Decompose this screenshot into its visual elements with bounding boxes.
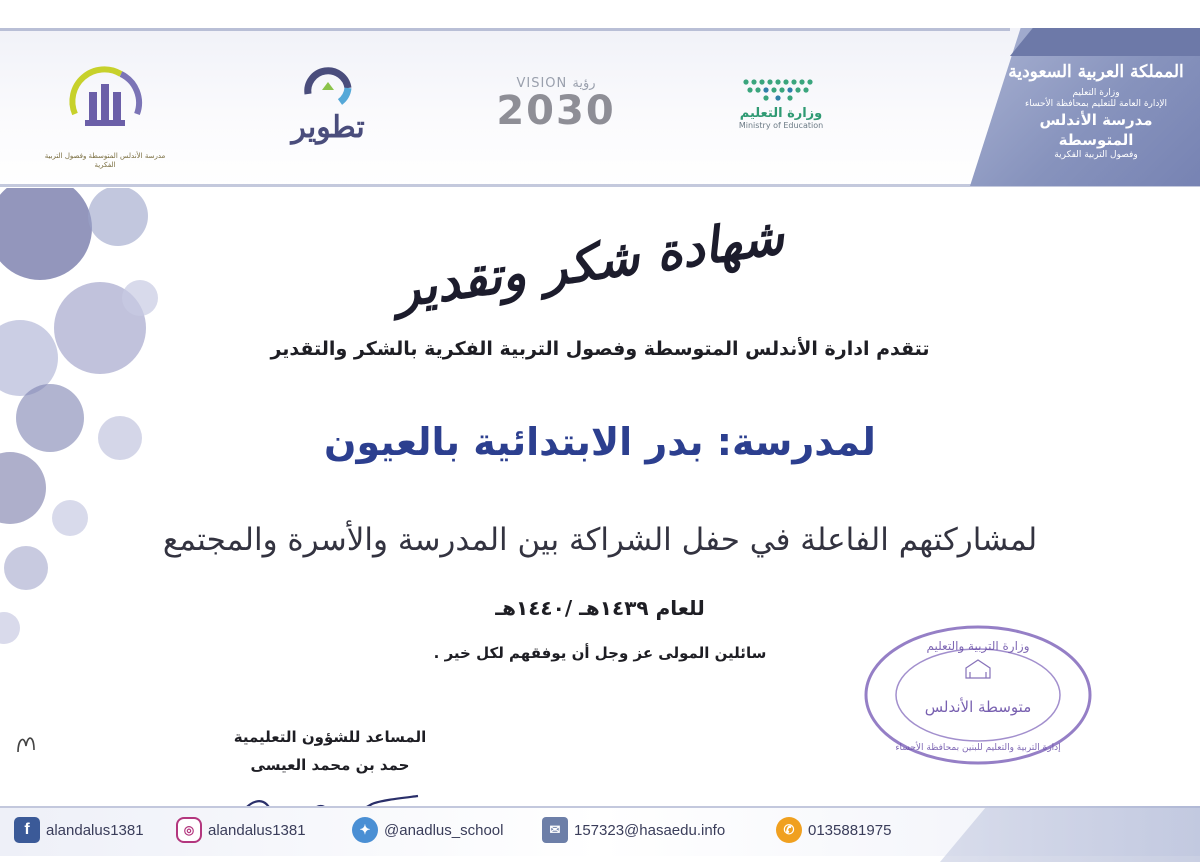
phone-icon: ✆ — [776, 817, 802, 843]
certificate-title: شهادة شكر وتقدير — [391, 206, 788, 320]
vision-label: VISION رؤية — [516, 76, 596, 91]
ministry-of-education-logo — [726, 76, 836, 130]
corner-mark-icon — [12, 728, 42, 758]
instagram-contact[interactable] — [176, 816, 306, 844]
facebook-contact[interactable] — [14, 816, 144, 844]
header-rule-top — [0, 28, 1010, 31]
tatweer-wordmark: تطوير — [291, 110, 365, 145]
signatory-block — [200, 724, 460, 780]
stamp-top-text: وزارة التربية والتعليم — [926, 639, 1030, 653]
issuer-school-sub: وفصول التربية الفكرية — [1054, 150, 1138, 160]
tatweer-ring-icon — [300, 66, 356, 106]
moe-english-name: Ministry of Education — [738, 121, 824, 130]
email-address: 157323@hasaedu.info — [574, 821, 726, 839]
tatweer-logo — [268, 66, 388, 145]
intro-line: تتقدم ادارة الأندلس المتوسطة وفصول التربية الفكرية بالشكر والتقدير — [270, 338, 930, 360]
kingdom-title: المملكة العربية السعودية — [1008, 62, 1184, 82]
stamp-center-text: متوسطة الأندلس — [924, 698, 1032, 716]
twitter-handle: @anadlus_school — [384, 821, 504, 839]
moe-dots-icon — [736, 76, 826, 104]
vision-year: 2030 — [496, 88, 616, 134]
directorate-line: الإدارة العامة للتعليم بمحافظة الأحساء — [1024, 99, 1168, 109]
decorative-circles — [0, 188, 170, 788]
stamp-bottom-text: إدارة التربية والتعليم للبنين بمحافظة الأحساء — [895, 743, 1061, 753]
school-emblem-icon — [63, 62, 147, 146]
instagram-handle: alandalus1381 — [208, 821, 306, 839]
facebook-icon: f — [14, 817, 40, 843]
school-emblem-caption: مدرسة الأندلس المتوسطة وفصول التربية الفكرية — [44, 152, 166, 169]
recognition-reason: لمشاركتهم الفاعلة في حفل الشراكة بين المدرسة والأسرة والمجتمع — [162, 522, 1038, 558]
email-icon: ✉ — [542, 817, 568, 843]
facebook-handle: alandalus1381 — [46, 821, 144, 839]
instagram-icon: ◎ — [176, 817, 202, 843]
phone-contact[interactable] — [776, 816, 891, 844]
school-emblem-logo — [40, 62, 170, 170]
moe-arabic-name: وزارة التعليم — [739, 106, 823, 121]
phone-number: 0135881975 — [808, 821, 892, 839]
issuer-school: مدرسة الأندلس المتوسطة — [1039, 111, 1153, 149]
closing-line: سائلين المولى عز وجل أن يوفقهم لكل خير . — [433, 644, 767, 662]
signatory-name: حمد بن محمد العيسى — [250, 756, 410, 774]
official-stamp — [860, 620, 1096, 770]
ministry-line: وزارة التعليم — [1072, 88, 1120, 98]
issuer-block — [1006, 62, 1186, 161]
signatory-role: المساعد للشؤون التعليمية — [233, 728, 427, 746]
academic-year: للعام ١٤٣٩هـ /١٤٤٠هـ — [495, 596, 705, 620]
email-contact[interactable] — [542, 816, 725, 844]
twitter-contact[interactable] — [352, 816, 503, 844]
recipient-school: لمدرسة: بدر الابتدائية بالعيون — [324, 420, 876, 464]
vision-2030-logo — [486, 76, 626, 134]
kingdom-panel-accent — [1010, 28, 1200, 56]
twitter-icon: ✦ — [352, 817, 378, 843]
